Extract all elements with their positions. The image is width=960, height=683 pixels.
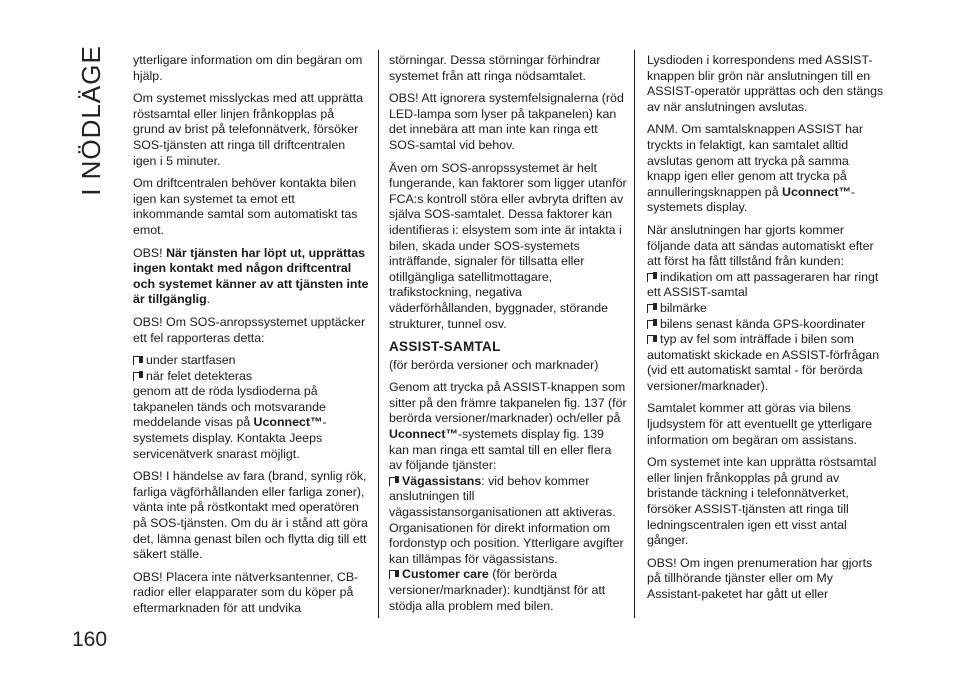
paragraph: [133, 246, 369, 308]
paragraph: Om driftcentralen behöver kontakta bilen igen kan systemet ta emot ett inkommande samtal som automatiskt tas emot.: [133, 176, 358, 237]
bullet-bold: Customer care: [402, 567, 489, 582]
section-heading: ASSIST-SAMTAL: [389, 339, 501, 355]
bullet-item: [133, 369, 369, 385]
text-run: OBS!: [133, 245, 167, 260]
text-run: -systemets display.: [647, 184, 856, 215]
bullet-text: indikation om att passageraren har ringt ett ASSIST-samtal: [647, 269, 879, 300]
paragraph: Samtalet kommer att göras via bilens ljudsystem för att eventuellt ge ytterligare information om begäran om assistans.: [647, 401, 873, 447]
bullet-text: när felet detekteras: [146, 368, 253, 383]
paragraph: störningar. Dessa störningar förhindrar systemet från att ringa nödsamtalet.: [389, 53, 601, 83]
text-run: Genom att trycka på ASSIST-knappen som sitter på den främre takpanelen fig. 137 (för berörda versioner/marknader) och/eller på: [389, 380, 627, 426]
bullet-bold: Vägassistans: [402, 473, 482, 488]
page-number: 160: [72, 628, 108, 651]
brand-name: Uconnect™: [389, 427, 458, 442]
paragraph: När anslutningen har gjorts kommer följande data att sändas automatiskt efter att först ha fått tillstånd från kunden:: [647, 222, 874, 269]
bullet-item: [133, 353, 369, 369]
paragraph: [647, 122, 885, 216]
bullet-item: [647, 332, 885, 394]
paragraph: Om systemet misslyckas med att upprätta röstsamtal eller linjen frånkopplas på grund av brist på telefonnätverk, försöker SOS-tjänsten att ringa till driftcentralen igen i 5 minuter.: [133, 91, 363, 168]
bullet-icon: [647, 273, 656, 282]
column-divider-2: [634, 50, 635, 618]
bullet-text: bilmärke: [660, 300, 707, 315]
text-run: genom att de röda lysdioderna på takpanelen tänds och motsvarande meddelande visas på: [133, 384, 326, 430]
text-run: ANM. Om samtalsknappen ASSIST har tryckts in felaktigt, kan samtalet alltid avslutas genom att trycka på samma knapp igen eller genom att trycka på annulleringsknappen på: [647, 122, 864, 199]
paragraph: Lysdioden i korrespondens med ASSIST-knappen blir grön när anslutningen till en ASSIST-operatör upprättas och den stängs av när anslutningen avslutas.: [647, 53, 884, 114]
bullet-item: [647, 317, 885, 333]
text-column-1: [133, 53, 369, 624]
paragraph: Även om SOS-anropssystemet är helt fungerande, kan faktorer som ligger utanför FCA:s kontroll störa eller avbryta driften av själva SOS-samtalet. Dessa faktorer kan identifieras i: elsystem som inte är intakta i bilen, skada under SOS-systemets inträffande, signaler för tillsatta eller otillgängliga satellitmottagare, trafikstockning, negativa väderförhållanden, byggnader, störande strukturer, tunnel osv.: [389, 160, 627, 331]
text-column-3: [647, 53, 885, 610]
chapter-side-title: [71, 45, 111, 195]
paragraph: OBS! Om SOS-anropssystemet upptäcker ett fel rapporteras detta:: [133, 314, 366, 345]
bullet-icon: [133, 356, 142, 365]
bullet-item: [389, 474, 627, 568]
paragraph: ytterligare information om din begäran om hjälp.: [133, 53, 363, 83]
bullet-item: [389, 567, 627, 614]
bullet-icon: [647, 320, 656, 329]
chapter-title-text: I NÖDLÄGE: [75, 44, 106, 196]
bullet-icon: [389, 477, 398, 486]
paragraph: OBS! I händelse av fara (brand, synlig rök, farliga vägförhållanden eller farliga zoner), vänta inte på röstkontakt med operatören på SOS-tjänsten. Om du är i stånd att göra det, lämna genast bilen och flytta dig till ett säkert ställe.: [133, 469, 368, 562]
bullet-text: (för berörda versioner/marknader): kundtjänst för att stödja alla problem med bilen.: [389, 567, 606, 613]
paragraph: [389, 380, 627, 474]
bullet-item: [647, 270, 885, 301]
bold-text: När tjänsten har löpt ut, upprättas ingen kontakt med någon driftcentral och systemet känner av att tjänsten inte är tillgänglig: [133, 245, 369, 307]
text-run: .: [206, 292, 211, 307]
paragraph: [133, 384, 369, 462]
text-run: -systemets display. Kontakta Jeeps servicenätverk snarast möjligt.: [133, 415, 327, 461]
text-column-2: [389, 53, 627, 614]
bullet-icon: [647, 304, 656, 313]
bullet-item: [647, 301, 885, 317]
paragraph: OBS! Om ingen prenumeration har gjorts på tillhörande tjänster eller om My Assistant-paketet har gått ut eller: [647, 555, 873, 601]
section-subtitle: (för berörda versioner och marknader): [389, 357, 599, 372]
bullet-text: bilens senast kända GPS-koordinater: [660, 316, 866, 331]
paragraph: OBS! Att ignorera systemfelsignalerna (röd LED-lampa som lyser på takpanelen) kan det innebära att man inte kan ringa ett SOS-samtal vid behov.: [389, 91, 624, 152]
bullet-text: typ av fel som inträffade i bilen som automatiskt skickade en ASSIST-förfrågan (vid ett automatiskt samtal - för berörda versioner/marknader).: [647, 332, 880, 393]
bullet-icon: [133, 372, 142, 381]
brand-name: Uconnect™: [782, 184, 851, 199]
paragraph: OBS! Placera inte nätverksantenner, CB-radior eller elapparater som du köper på eftermarknaden för att undvika: [133, 569, 359, 615]
text-run: -systemets display fig. 139 kan man ringa ett samtal till en eller flera av följande tjänster:: [389, 427, 612, 473]
column-divider-1: [378, 50, 379, 618]
bullet-icon: [389, 570, 398, 579]
bullet-text: : vid behov kommer anslutningen till vägassistansorganisationen att aktiveras. Organisationen för direkt information om fordonstyp och position. Ytterligare avgifter kan tillämpas för vägassistans.: [389, 473, 624, 566]
paragraph: Om systemet inte kan upprätta röstsamtal eller linjen frånkopplas på grund av bristande täckning i telefonnätverket, försöker ASSIST-tjänsten att ringa till ledningscentralen igen ett visst antal gånger.: [647, 455, 877, 548]
bullet-text: under startfasen: [146, 353, 236, 368]
bullet-icon: [647, 335, 656, 344]
brand-name: Uconnect™: [253, 415, 323, 430]
